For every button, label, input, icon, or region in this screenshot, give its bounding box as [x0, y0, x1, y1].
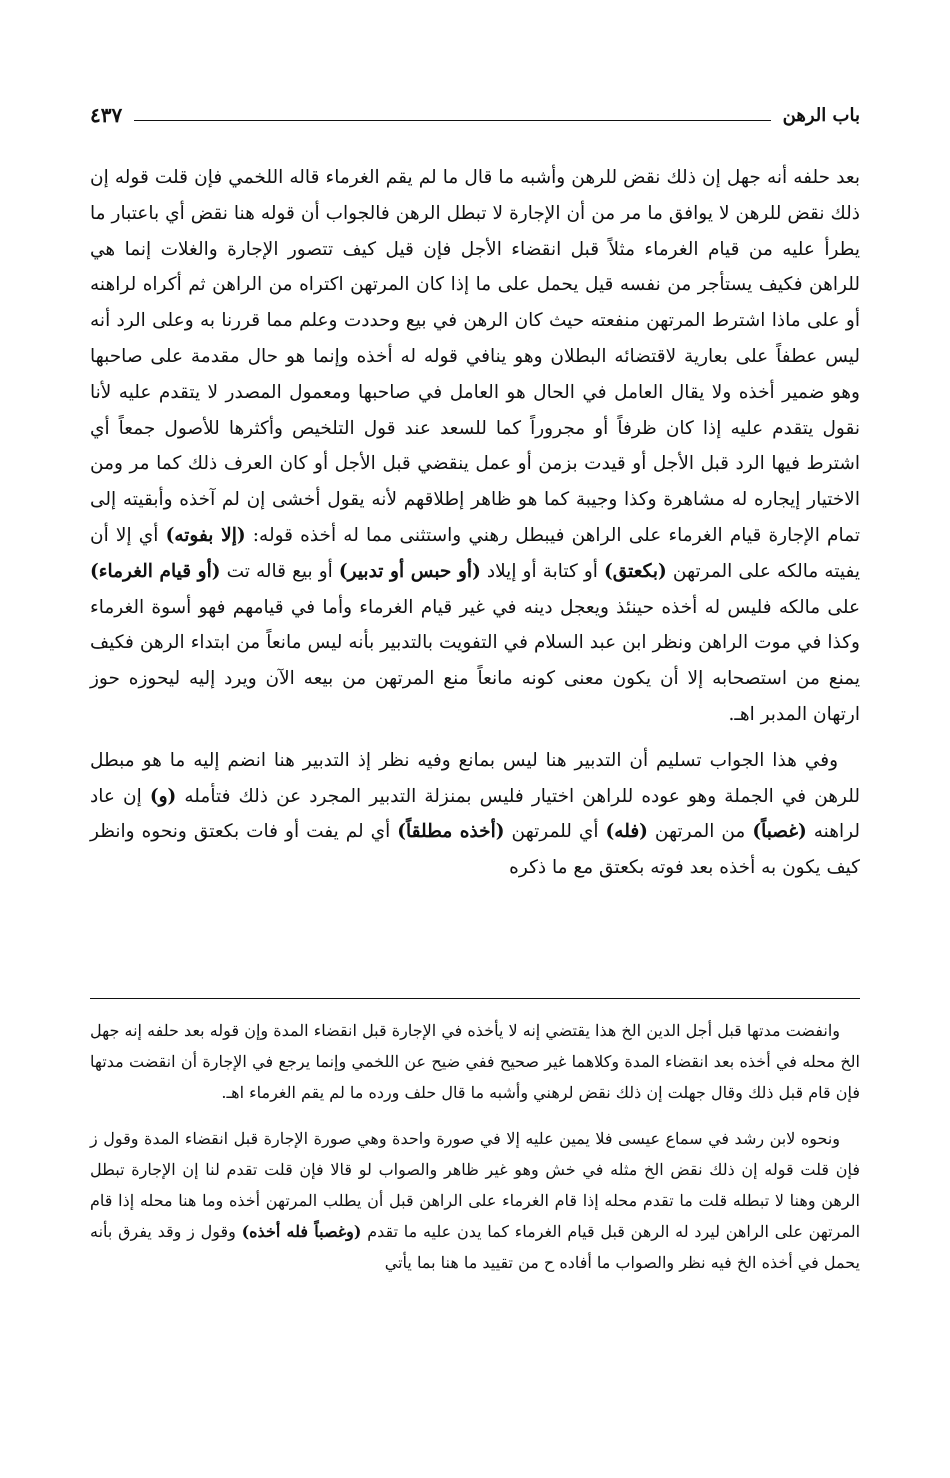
footnote-paragraph-2: [90, 1123, 860, 1279]
matn-quote: (إلا بفوته): [165, 524, 246, 546]
matn-quote: (و): [149, 785, 177, 807]
text-run: أو بيع قاله تت: [220, 560, 339, 582]
matn-quote: (أو حبس أو تدبير): [338, 560, 481, 582]
matn-quote: (غصباً): [752, 821, 807, 843]
matn-quote: (وغصباً فله أخذه): [241, 1222, 362, 1242]
text-run: أي إلا أن يفيته مالكه على المرتهن: [90, 524, 861, 582]
text-run: من المرتهن: [647, 821, 753, 843]
text-run: بعد حلفه أنه جهل إن ذلك نقض للرهن وأشبه ما قال ما لم يقم الغرماء قاله اللخمي فإن قلت قوله إن ذلك نقض للرهن لا يوافق ما مر من أن الإجارة لا تبطل الرهن فالجواب أن قوله هنا نقض أي باعتبار ما يطرأ عليه من قيام الغرماء مثلاً قبل انقضاء الأجل فإن قيل كيف تتصور الإجارة والغلات إنما هي للراهن فكيف يستأجر من نفسه قيل يحمل على ما إذا كان المرتهن اكتراه من الراهن ثم أكراه لراهنه أو على ماذا اشترط المرتهن منفعته حيث كان الرهن في بيع وحددت وعلم مما قررنا به وعلى الرد أنه ليس عطفاً على بعارية لاقتضائه البطلان وهو ينافي قوله له أخذه وإنما هو حال مقدمة على صاحبها وهو ضمير أخذه ولا يقال العامل في الحال هو العامل في صاحبها ومعمول المصدر لا يتقدم عليه لأنا نقول يتقدم عليه إذا كان ظرفاً أو مجروراً كما للسعد عند قول التلخيص وأكثرها للأصول جمعاً أي اشترط فيها الرد قبل الأجل أو قيدت بزمن أو عمل ينقضي قبل الأجل أو كان العرف ذلك كما مر ومن الاختيار إيجاره له مشاهرة وكذا وجيبة كما هو ظاهر إطلاقهم لأنه يقول أخشى إن لم آخذه وأبقيته إلى تمام الإجارة قيام الغرماء على الراهن فيبطل رهني واستثنى مما له أخذه قوله:: [90, 167, 860, 546]
text-run: على مالكه فليس له أخذه حينئذ ويعجل دينه في غير قيام الغرماء وأما في قيامهم فهو أسوة الغرماء وكذا في موت الراهن ونظر ابن عبد السلام في التفويت بالتدبير بأنه ليس مانعاً من ابتداء الرهن فكيف يمنع من استصحابه إلا أن يكون معنى كونه مانعاً منع المرتهن من بيعه الآن ويرد إليه ليحوزه حوز ارتهان المدبر اهـ.: [90, 596, 860, 725]
main-paragraph-2: [90, 743, 860, 886]
main-paragraph-1: [90, 160, 860, 733]
matn-quote: (أو قيام الغرماء): [90, 560, 221, 582]
page-header: [90, 98, 860, 132]
matn-quote: (بكعتق): [603, 560, 667, 582]
header-rule: [134, 120, 770, 121]
page-number: ٤٣٧: [90, 103, 123, 127]
text-run: أي لم يفت أو فات بكعتق ونحوه وانظر كيف يكون به أخذه بعد فوته بكعتق مع ما ذكره: [90, 821, 860, 879]
footnote-paragraph-1: وانفضت مدتها قبل أجل الدين الخ هذا يقتضي إنه لا يأخذه في الإجارة قبل انقضاء المدة وإن قوله بعد حلفه إنه جهل الخ محله في أخذه بعد انقضاء المدة وكلاهما غير صحيح ففي ضيح عن اللخمي وإنما يرجع في الإجارة أن انقضت مدتها فإن قام قبل ذلك وقال جهلت إن ذلك نقض لرهني وأشبه ما قال حلف ورده ما لم يقم الغرماء اهـ.: [90, 1021, 860, 1103]
text-run: ونحوه لابن رشد في سماع عيسى فلا يمين عليه إلا في صورة واحدة وهي صورة الإجارة قبل انقضاء المدة وقول ز فإن قلت قوله إن ذلك نقض الخ مثله في خش وهو غير ظاهر والصواب لو قالا فإن قلت تقدم لنا إن الإجارة تبطل الرهن وهنا لا تبطله قلت ما تقدم محله إذا قام الغرماء على الراهن قبل أن يطلب المرتهن أخذه وما هنا محله إذا قام المرتهن على الراهن ليرد له الرهن قبل قيام الغرماء كما يدن عليه ما تقدم: [90, 1128, 861, 1242]
text-run: وقول ز وقد يفرق بأنه يحمل في أخذه الخ فيه نظر والصواب ما أفاده ح من تقييد ما هنا بما يأتي: [90, 1222, 860, 1273]
text-run: أو كتابة أو إيلاد: [480, 560, 604, 582]
footnotes: [90, 1015, 860, 1279]
matn-quote: (أخذه مطلقاً): [397, 821, 505, 843]
footnote-separator: [90, 998, 860, 999]
running-title: باب الرهن: [782, 104, 860, 126]
main-text: [90, 160, 860, 886]
book-page: [90, 0, 860, 1478]
text-run: أي للمرتهن: [504, 821, 606, 843]
text-run: وفي هذا الجواب تسليم أن التدبير هنا ليس بمانع وفيه نظر إذ التدبير هنا انضم إليه ما هو مبطل للرهن في الجملة وهو عوده للراهن اختيار فليس بمنزلة التدبير المجرد عن ذلك فتأمله: [90, 749, 861, 807]
text-run: إن عاد لراهنه: [90, 785, 861, 843]
matn-quote: (فله): [605, 821, 648, 843]
